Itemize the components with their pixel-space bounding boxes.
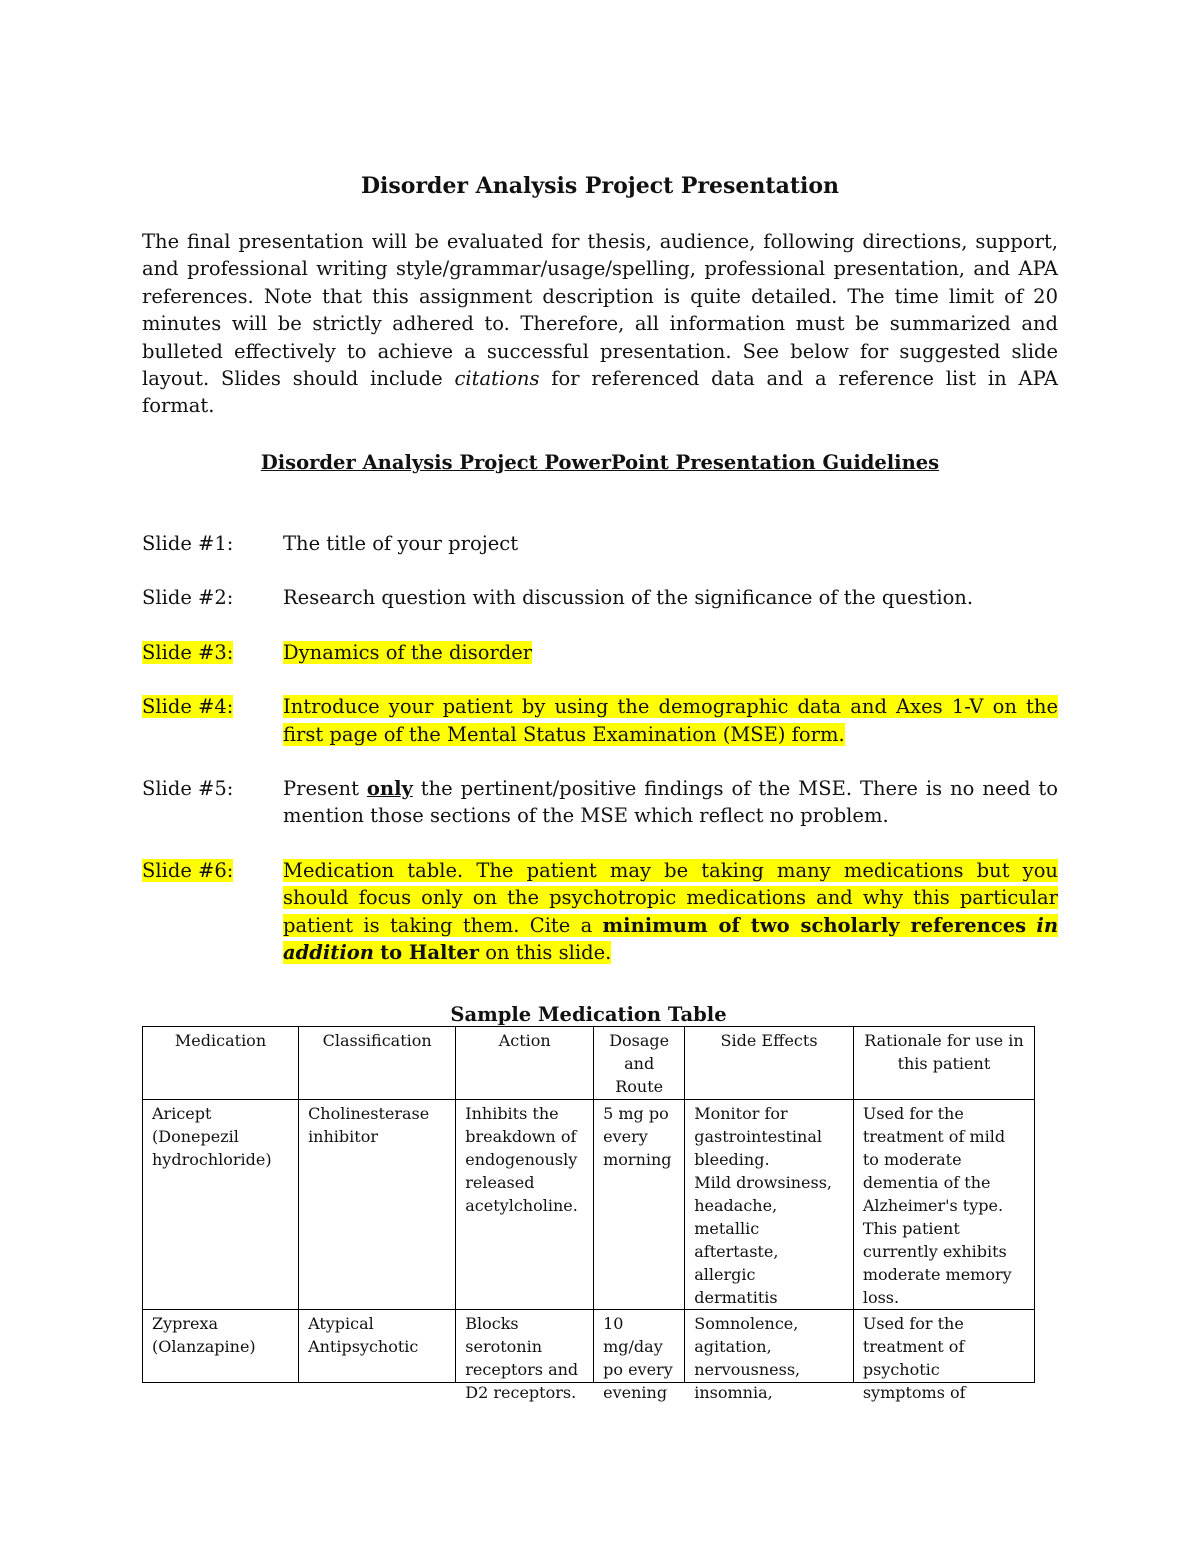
cell-rationale: Used for the treatment of mild to moderate dementia of the Alzheimer's type. This patient currently exhibits moderate memory loss. (853, 1100, 1034, 1310)
slide-label: Slide #4: (142, 695, 234, 719)
table-row (143, 1100, 1035, 1310)
emphasis-to-halter: to Halter (380, 941, 480, 965)
guidelines-heading: Disorder Analysis Project PowerPoint Presentation Guidelines (260, 451, 940, 474)
cell-action: Blocks serotonin receptors and D2 receptors. (456, 1310, 594, 1383)
emphasis-min-references: minimum of two scholarly references (602, 913, 1027, 937)
header-dosage: Dosage and Route (594, 1027, 685, 1100)
header-side-effects: Side Effects (685, 1027, 854, 1100)
emphasis-in-addition: in addition (283, 913, 1058, 965)
slide-list (142, 530, 1058, 993)
slide-item-2 (142, 584, 1058, 611)
slide-label: Slide #6: (142, 858, 234, 882)
header-classification: Classification (299, 1027, 456, 1100)
cell-medication: Zyprexa (Olanzapine) (143, 1310, 299, 1383)
slide-description: Dynamics of the disorder (283, 640, 533, 664)
cell-medication: Aricept (Donepezil hydrochloride) (143, 1100, 299, 1310)
table-header-row (143, 1027, 1035, 1100)
medication-table (142, 1026, 1035, 1402)
cell-dosage: 10 mg/day po every evening (594, 1310, 685, 1383)
intro-paragraph (142, 228, 1058, 420)
cell-dosage: 5 mg po every morning (594, 1100, 685, 1310)
slide-label: Slide #1: (142, 532, 234, 555)
slide-label: Slide #2: (142, 586, 234, 610)
slide-item-4 (142, 693, 1058, 748)
document-title: Disorder Analysis Project Presentation (360, 173, 840, 199)
slide-item-6 (142, 857, 1058, 967)
slide-description: Research question with discussion of the significance of the question. (283, 586, 974, 610)
cell-side-effects: Somnolence, agitation, nervousness, insomnia, (685, 1310, 854, 1383)
cell-classification: Atypical Antipsychotic (299, 1310, 456, 1383)
table-row (143, 1310, 1035, 1383)
slide-description: The title of your project (283, 532, 519, 555)
slide-description: Medication table. The patient may be taking many medications but you should focus only on the psychotropic medications and why this particular patient is taking them. Cite a minimum of two scholarly references in addition to Halter on this slide. (283, 858, 1058, 965)
slide-item-5 (142, 775, 1058, 830)
header-action: Action (456, 1027, 594, 1100)
slide-description: Present only the pertinent/positive findings of the MSE. There is no need to mention those sections of the MSE which reflect no problem. (283, 777, 1059, 828)
cell-rationale: Used for the treatment of psychotic symptoms of (853, 1310, 1034, 1383)
slide-label: Slide #5: (142, 777, 234, 801)
intro-text-2: for referenced data and a reference list in APA format. (142, 367, 1058, 418)
intro-text-1: The final presentation will be evaluated for thesis, audience, following directions, support, and professional writing style/grammar/usage/spelling, professional presentation, and APA references. Note that this assignment description is quite detailed. The time limit of 20 minutes will be strictly adhered to. Therefore, all information must be summarized and bulleted effectively to achieve a successful presentation. See below for suggested slide layout. Slides should include (142, 230, 1058, 391)
slide-description: Introduce your patient by using the demographic data and Axes 1-V on the first page of the Mental Status Examination (MSE) form. (283, 695, 1058, 746)
emphasis-only: only (366, 777, 413, 801)
cell-side-effects: Monitor for gastrointestinal bleeding. Mild drowsiness, headache, metallic aftertaste, allergic dermatitis (685, 1100, 854, 1310)
header-medication: Medication (143, 1027, 299, 1100)
slide-item-1 (142, 530, 1058, 557)
intro-italic-citations: citations (454, 367, 540, 391)
slide-label: Slide #3: (142, 640, 234, 664)
cell-action: Inhibits the breakdown of endogenously released acetylcholine. (456, 1100, 594, 1310)
table-title: Sample Medication Table (450, 1003, 727, 1026)
slide-item-3 (142, 639, 1058, 666)
cell-classification: Cholinesterase inhibitor (299, 1100, 456, 1310)
header-rationale: Rationale for use in this patient (853, 1027, 1034, 1100)
